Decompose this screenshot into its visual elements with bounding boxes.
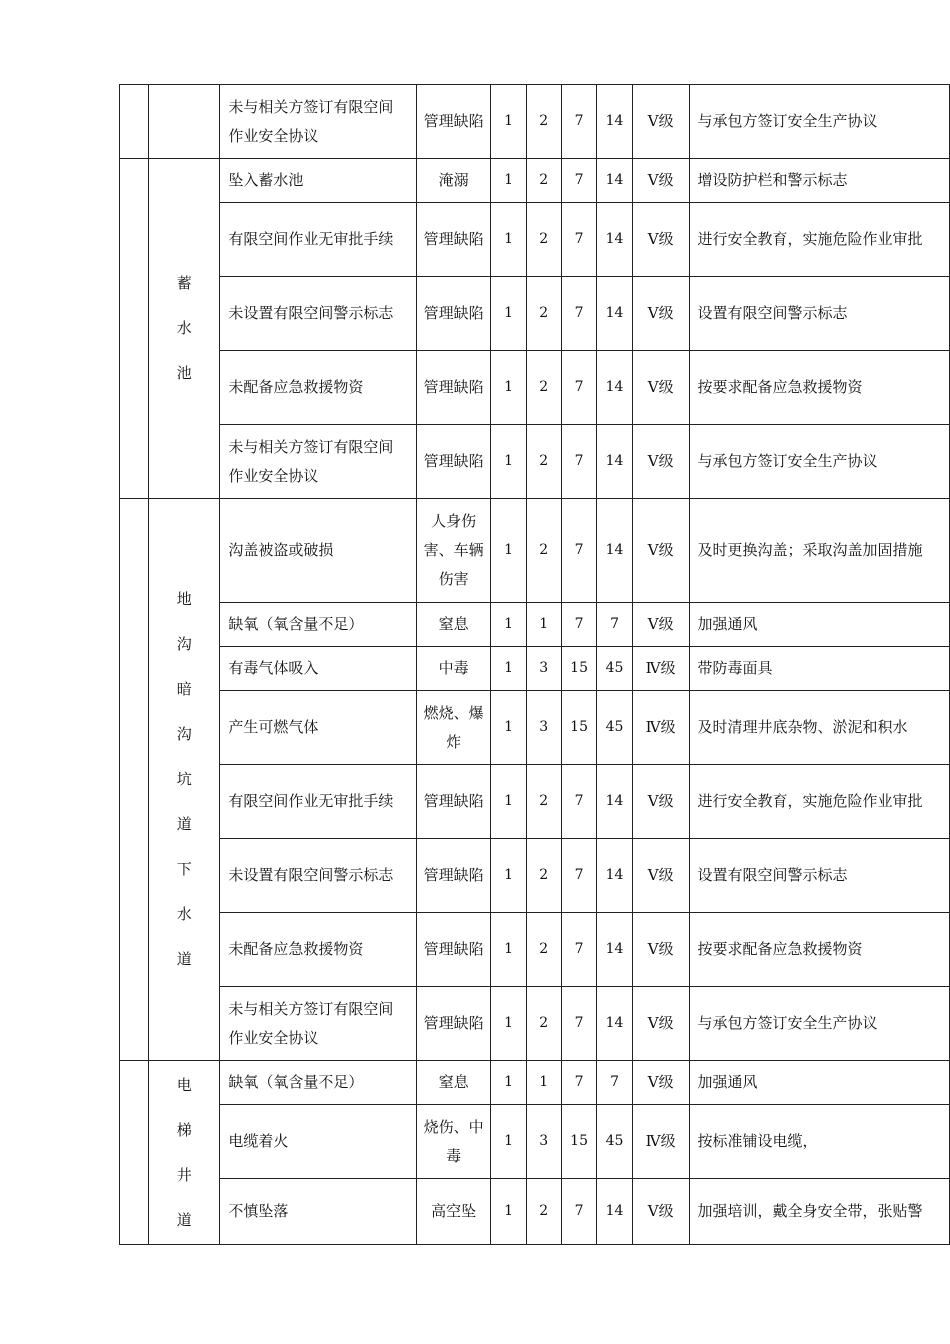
hazard-cell: 未与相关方签订有限空间作业安全协议 [220,987,416,1061]
likelihood-cell: 1 [491,85,526,159]
table-row [120,647,950,691]
severity-cell: 7 [561,987,596,1061]
control-measure-cell: 与承包方签订安全生产协议 [689,987,949,1061]
risk-level-cell: Ⅳ级 [632,1105,689,1179]
consequence-cell: 管理缺陷 [416,277,491,351]
severity-cell: 7 [561,1179,596,1245]
index-cell [120,85,149,159]
exposure-cell: 2 [526,425,561,499]
consequence-cell: 淹溺 [416,159,491,203]
consequence-cell: 管理缺陷 [416,203,491,277]
table-row [120,913,950,987]
consequence-cell: 管理缺陷 [416,85,491,159]
hazard-cell: 沟盖被盗或破损 [220,499,416,603]
hazard-cell: 未设置有限空间警示标志 [220,839,416,913]
likelihood-cell: 1 [491,1061,526,1105]
risk-score-cell: 14 [597,765,632,839]
hazard-cell: 未与相关方签订有限空间作业安全协议 [220,85,416,159]
likelihood-cell: 1 [491,839,526,913]
likelihood-cell: 1 [491,159,526,203]
severity-cell: 7 [561,159,596,203]
hazard-cell: 缺氧（氧含量不足） [220,603,416,647]
likelihood-cell: 1 [491,203,526,277]
area-char: 电 [176,1075,192,1094]
exposure-cell: 3 [526,1105,561,1179]
consequence-cell: 中毒 [416,647,491,691]
area-char: 井 [176,1165,192,1184]
risk-score-cell: 7 [597,603,632,647]
likelihood-cell: 1 [491,765,526,839]
area-char: 水 [176,905,192,923]
hazard-cell: 不慎坠落 [220,1179,416,1245]
risk-assessment-table-page [119,84,950,1245]
area-char: 水 [176,319,192,337]
control-measure-cell: 按标准铺设电缆， [689,1105,949,1179]
likelihood-cell: 1 [491,691,526,765]
risk-score-cell: 45 [597,647,632,691]
exposure-cell: 2 [526,987,561,1061]
control-measure-cell: 设置有限空间警示标志 [689,839,949,913]
consequence-cell: 高空坠 [416,1179,491,1245]
risk-level-cell: Ⅴ级 [632,499,689,603]
area-char: 道 [176,950,192,968]
severity-cell: 7 [561,603,596,647]
hazard-cell: 坠入蓄水池 [220,159,416,203]
risk-level-cell: Ⅴ级 [632,987,689,1061]
risk-score-cell: 45 [597,1105,632,1179]
likelihood-cell: 1 [491,277,526,351]
hazard-cell: 产生可燃气体 [220,691,416,765]
exposure-cell: 2 [526,499,561,603]
control-measure-cell: 及时更换沟盖；采取沟盖加固措施 [689,499,949,603]
risk-level-cell: Ⅳ级 [632,647,689,691]
likelihood-cell: 1 [491,351,526,425]
severity-cell: 7 [561,839,596,913]
table-row [120,839,950,913]
severity-cell: 7 [561,351,596,425]
table-row [120,277,950,351]
area-char: 蓄 [176,274,192,292]
likelihood-cell: 1 [491,647,526,691]
risk-score-cell: 14 [597,425,632,499]
risk-score-cell: 14 [597,203,632,277]
risk-level-cell: Ⅴ级 [632,425,689,499]
consequence-cell: 管理缺陷 [416,839,491,913]
area-cell [149,499,220,1061]
risk-score-cell: 14 [597,1179,632,1245]
hazard-cell: 电缆着火 [220,1105,416,1179]
control-measure-cell: 带防毒面具 [689,647,949,691]
area-char: 道 [176,1210,192,1229]
risk-level-cell: Ⅴ级 [632,839,689,913]
exposure-cell: 1 [526,603,561,647]
likelihood-cell: 1 [491,1179,526,1245]
consequence-cell: 窒息 [416,603,491,647]
severity-cell: 7 [561,425,596,499]
severity-cell: 15 [561,647,596,691]
likelihood-cell: 1 [491,913,526,987]
risk-level-cell: Ⅴ级 [632,1061,689,1105]
control-measure-cell: 与承包方签订安全生产协议 [689,425,949,499]
area-char: 坑 [176,770,192,788]
likelihood-cell: 1 [491,425,526,499]
risk-assessment-table [119,84,950,1245]
risk-level-cell: Ⅴ级 [632,1179,689,1245]
table-row [120,1179,950,1245]
table-row [120,159,950,203]
consequence-cell: 人身伤害、车辆伤害 [416,499,491,603]
hazard-cell: 未设置有限空间警示标志 [220,277,416,351]
consequence-cell: 管理缺陷 [416,913,491,987]
likelihood-cell: 1 [491,1105,526,1179]
severity-cell: 7 [561,499,596,603]
area-cell [149,85,220,159]
exposure-cell: 2 [526,351,561,425]
hazard-cell: 缺氧（氧含量不足） [220,1061,416,1105]
index-cell [120,499,149,1061]
risk-score-cell: 14 [597,277,632,351]
severity-cell: 15 [561,691,596,765]
consequence-cell: 燃烧、爆炸 [416,691,491,765]
area-char: 下 [176,860,192,878]
hazard-cell: 有毒气体吸入 [220,647,416,691]
exposure-cell: 2 [526,159,561,203]
exposure-cell: 2 [526,839,561,913]
risk-score-cell: 14 [597,913,632,987]
table-row [120,1105,950,1179]
severity-cell: 7 [561,1061,596,1105]
risk-score-cell: 14 [597,499,632,603]
table-row [120,85,950,159]
risk-level-cell: Ⅴ级 [632,351,689,425]
area-char: 地 [176,590,192,608]
exposure-cell: 2 [526,85,561,159]
control-measure-cell: 加强通风 [689,1061,949,1105]
risk-level-cell: Ⅳ级 [632,691,689,765]
consequence-cell: 管理缺陷 [416,351,491,425]
hazard-cell: 有限空间作业无审批手续 [220,203,416,277]
severity-cell: 7 [561,85,596,159]
exposure-cell: 2 [526,765,561,839]
exposure-cell: 2 [526,203,561,277]
exposure-cell: 3 [526,647,561,691]
likelihood-cell: 1 [491,987,526,1061]
severity-cell: 15 [561,1105,596,1179]
risk-level-cell: Ⅴ级 [632,603,689,647]
exposure-cell: 1 [526,1061,561,1105]
exposure-cell: 2 [526,913,561,987]
severity-cell: 7 [561,913,596,987]
risk-score-cell: 14 [597,85,632,159]
risk-level-cell: Ⅴ级 [632,765,689,839]
table-row [120,425,950,499]
area-char: 沟 [176,725,192,743]
consequence-cell: 烧伤、中毒 [416,1105,491,1179]
area-cell [149,1061,220,1245]
exposure-cell: 3 [526,691,561,765]
area-cell [149,159,220,499]
area-char: 道 [176,815,192,833]
area-char: 暗 [176,680,192,698]
risk-score-cell: 7 [597,1061,632,1105]
risk-level-cell: Ⅴ级 [632,277,689,351]
control-measure-cell: 设置有限空间警示标志 [689,277,949,351]
index-cell [120,159,149,499]
severity-cell: 7 [561,765,596,839]
hazard-cell: 未配备应急救援物资 [220,913,416,987]
table-row [120,1061,950,1105]
table-row [120,203,950,277]
table-row [120,499,950,603]
consequence-cell: 管理缺陷 [416,425,491,499]
risk-level-cell: Ⅴ级 [632,85,689,159]
control-measure-cell: 与承包方签订安全生产协议 [689,85,949,159]
likelihood-cell: 1 [491,499,526,603]
risk-level-cell: Ⅴ级 [632,159,689,203]
table-row [120,765,950,839]
risk-score-cell: 14 [597,987,632,1061]
severity-cell: 7 [561,203,596,277]
risk-score-cell: 14 [597,159,632,203]
risk-score-cell: 14 [597,839,632,913]
risk-level-cell: Ⅴ级 [632,203,689,277]
consequence-cell: 管理缺陷 [416,987,491,1061]
area-char: 沟 [176,635,192,653]
hazard-cell: 未配备应急救援物资 [220,351,416,425]
severity-cell: 7 [561,277,596,351]
control-measure-cell: 加强通风 [689,603,949,647]
risk-score-cell: 45 [597,691,632,765]
risk-score-cell: 14 [597,351,632,425]
table-row [120,691,950,765]
area-char: 池 [176,364,192,382]
exposure-cell: 2 [526,277,561,351]
control-measure-cell: 增设防护栏和警示标志 [689,159,949,203]
control-measure-cell: 进行安全教育，实施危险作业审批 [689,765,949,839]
table-row [120,351,950,425]
hazard-cell: 有限空间作业无审批手续 [220,765,416,839]
control-measure-cell: 按要求配备应急救援物资 [689,351,949,425]
area-char: 梯 [176,1120,192,1139]
exposure-cell: 2 [526,1179,561,1245]
table-row [120,987,950,1061]
control-measure-cell: 进行安全教育，实施危险作业审批 [689,203,949,277]
control-measure-cell: 按要求配备应急救援物资 [689,913,949,987]
likelihood-cell: 1 [491,603,526,647]
consequence-cell: 管理缺陷 [416,765,491,839]
control-measure-cell: 及时清理井底杂物、淤泥和积水 [689,691,949,765]
control-measure-cell: 加强培训，戴全身安全带，张贴警 [689,1179,949,1245]
index-cell [120,1061,149,1245]
table-row [120,603,950,647]
risk-level-cell: Ⅴ级 [632,913,689,987]
hazard-cell: 未与相关方签订有限空间作业安全协议 [220,425,416,499]
consequence-cell: 窒息 [416,1061,491,1105]
